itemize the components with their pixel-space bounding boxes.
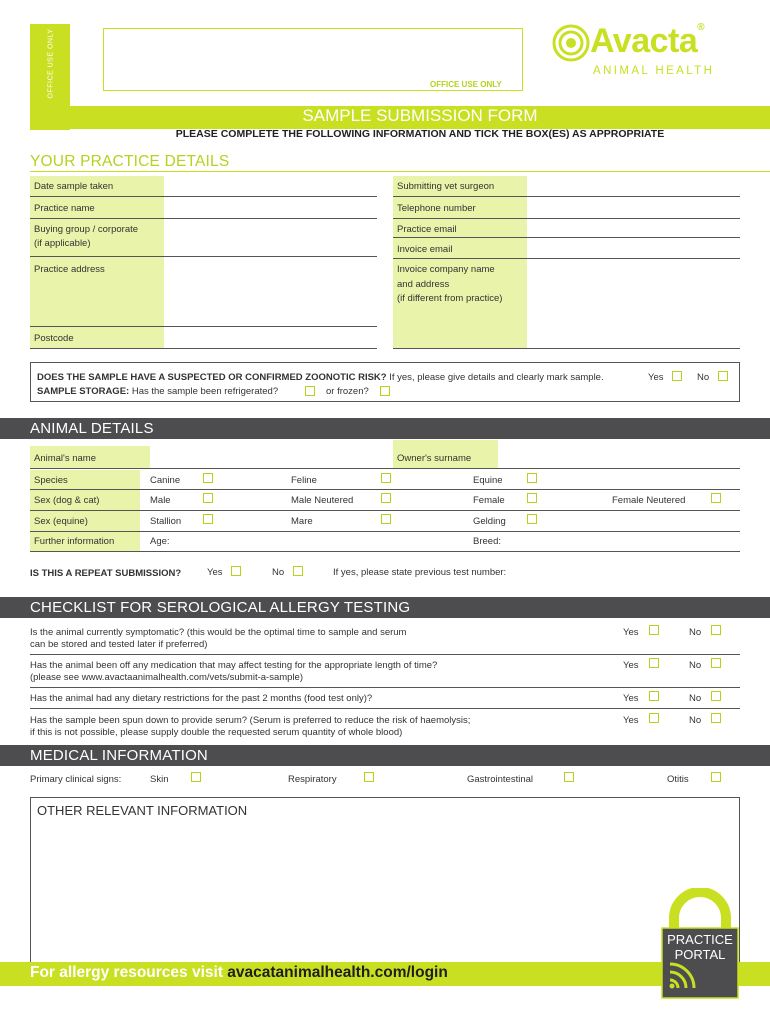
input-practice-name[interactable] [166, 199, 376, 217]
zoonotic-yes-checkbox[interactable] [672, 371, 682, 381]
label-canine: Canine [150, 475, 181, 486]
other-info-box[interactable] [30, 797, 740, 963]
canine-checkbox[interactable] [203, 473, 213, 483]
label-feline: Feline [291, 475, 317, 486]
equine-checkbox[interactable] [527, 473, 537, 483]
label-owner-surname: Owner's surname [397, 453, 472, 464]
label-practice-address: Practice address [34, 264, 105, 275]
label-species: Species [34, 475, 68, 486]
mare-checkbox[interactable] [381, 514, 391, 524]
checklist-q4-line1: Has the sample been spun down to provide serum? (Serum is preferred to reduce the risk of haemolysis; [30, 715, 471, 726]
avacta-logo-icon [552, 24, 590, 62]
practice-section-title: YOUR PRACTICE DETAILS [30, 153, 230, 170]
female-neutered-checkbox[interactable] [711, 493, 721, 503]
label-vet-surgeon: Submitting vet surgeon [397, 181, 495, 192]
checklist-q1-yes-label: Yes [623, 627, 639, 638]
portal-label-2: PORTAL [674, 947, 726, 962]
medical-section-title: MEDICAL INFORMATION [30, 747, 208, 764]
label-skin: Skin [150, 774, 169, 785]
checklist-q4-line2: if this is not possible, please supply double the requested serum quantity of whole blood) [30, 727, 403, 738]
repeat-yes-checkbox[interactable] [231, 566, 241, 576]
label-male: Male [150, 495, 171, 506]
stallion-checkbox[interactable] [203, 514, 213, 524]
repeat-no-checkbox[interactable] [293, 566, 303, 576]
label-invoice-email: Invoice email [397, 244, 453, 255]
zoonotic-yes-label: Yes [648, 372, 664, 383]
practice-right-label-col [393, 176, 527, 348]
practice-left-label-col [30, 176, 164, 348]
label-further-info: Further information [34, 536, 115, 547]
male-neutered-checkbox[interactable] [381, 493, 391, 503]
portal-label-1: PRACTICE [667, 932, 733, 947]
footer-url[interactable]: avacatanimalhealth.com/login [227, 964, 448, 981]
office-use-vertical-label: OFFICE USE ONLY [47, 28, 55, 99]
zoonotic-question [37, 372, 604, 383]
storage-question [37, 386, 278, 397]
female-checkbox[interactable] [527, 493, 537, 503]
checklist-q2-line2: (please see www.avactaanimalhealth.com/vets/submit-a-sample) [30, 672, 303, 683]
label-telephone: Telephone number [397, 203, 476, 214]
gastrointestinal-checkbox[interactable] [564, 772, 574, 782]
label-date-taken: Date sample taken [34, 181, 114, 192]
storage-question-rest: Has the sample been refrigerated? [129, 386, 279, 397]
brand-sub: ANIMAL HEALTH [593, 65, 715, 77]
zoonotic-question-rest: If yes, please give details and clearly mark sample. [386, 372, 604, 383]
checklist-q3-yes-label: Yes [623, 693, 639, 704]
frozen-checkbox[interactable] [380, 386, 390, 396]
label-female: Female [473, 495, 505, 506]
input-date-taken[interactable] [166, 177, 376, 195]
label-gastrointestinal: Gastrointestinal [467, 774, 534, 785]
label-male-neutered: Male Neutered [291, 495, 354, 506]
frozen-label: or frozen? [326, 386, 369, 397]
zoonotic-no-checkbox[interactable] [718, 371, 728, 381]
checklist-q3: Has the animal had any dietary restrictions for the past 2 months (food test only)? [30, 693, 373, 704]
storage-question-bold: SAMPLE STORAGE: [37, 386, 130, 397]
checklist-q3-yes-checkbox[interactable] [649, 691, 659, 701]
checklist-q2-yes-checkbox[interactable] [649, 658, 659, 668]
repeat-question: IS THIS A REPEAT SUBMISSION? [30, 568, 182, 579]
animal-section-title: ANIMAL DETAILS [30, 420, 154, 437]
checklist-q1-no-label: No [689, 627, 702, 638]
checklist-q4-yes-checkbox[interactable] [649, 713, 659, 723]
label-animal-name: Animal's name [34, 453, 97, 464]
brand-name-text: Avacta [590, 22, 698, 60]
form-title: SAMPLE SUBMISSION FORM [302, 106, 538, 125]
label-otitis: Otitis [667, 774, 689, 785]
label-invoice-company-2: and address [397, 279, 450, 290]
footer-text [30, 964, 448, 982]
male-checkbox[interactable] [203, 493, 213, 503]
repeat-yes-label: Yes [207, 567, 223, 578]
feline-checkbox[interactable] [381, 473, 391, 483]
checklist-q1-no-checkbox[interactable] [711, 625, 721, 635]
footer-prefix: For allergy resources visit [30, 964, 228, 981]
label-age: Age: [150, 536, 170, 547]
checklist-q4-no-label: No [689, 715, 702, 726]
label-clinical-signs: Primary clinical signs: [30, 774, 122, 785]
label-respiratory: Respiratory [288, 774, 337, 785]
label-sex-dog-cat: Sex (dog & cat) [34, 495, 100, 506]
label-gelding: Gelding [473, 516, 506, 527]
other-info-title: OTHER RELEVANT INFORMATION [37, 803, 248, 818]
repeat-note: If yes, please state previous test number: [333, 567, 507, 578]
label-sex-equine: Sex (equine) [34, 516, 88, 527]
label-invoice-company-3: (if different from practice) [397, 293, 503, 304]
respiratory-checkbox[interactable] [364, 772, 374, 782]
repeat-no-label: No [272, 567, 285, 578]
label-breed: Breed: [473, 536, 501, 547]
zoonotic-question-bold: DOES THE SAMPLE HAVE A SUSPECTED OR CONFIRMED ZOONOTIC RISK? [37, 372, 387, 383]
label-invoice-company-1: Invoice company name [397, 264, 495, 275]
checklist-q3-no-label: No [689, 693, 702, 704]
label-practice-name: Practice name [34, 203, 95, 214]
brand-name [590, 22, 704, 61]
checklist-q1-yes-checkbox[interactable] [649, 625, 659, 635]
checklist-section-title: CHECKLIST FOR SEROLOGICAL ALLERGY TESTING [30, 599, 411, 616]
office-use-box-label: OFFICE USE ONLY [430, 80, 502, 89]
label-practice-email: Practice email [397, 224, 457, 235]
label-mare: Mare [291, 516, 313, 527]
label-stallion: Stallion [150, 516, 182, 527]
checklist-q4-yes-label: Yes [623, 715, 639, 726]
checklist-q2-no-checkbox[interactable] [711, 658, 721, 668]
gelding-checkbox[interactable] [527, 514, 537, 524]
label-buying-group: Buying group / corporate [34, 224, 139, 235]
label-female-neutered: Female Neutered [612, 495, 686, 506]
checklist-q2-line1: Has the animal been off any medication that may affect testing for the appropriate length of time? [30, 660, 438, 671]
otitis-checkbox[interactable] [711, 772, 721, 782]
label-postcode: Postcode [34, 333, 74, 344]
zoonotic-no-label: No [697, 372, 710, 383]
instructions: PLEASE COMPLETE THE FOLLOWING INFORMATION AND TICK THE BOX(ES) AS APPROPRIATE [175, 128, 665, 140]
refrigerated-checkbox[interactable] [305, 386, 315, 396]
checklist-q1-line2: can be stored and tested later if preferred) [30, 639, 208, 650]
checklist-q4-no-checkbox[interactable] [711, 713, 721, 723]
checklist-q3-no-checkbox[interactable] [711, 691, 721, 701]
label-buying-group-note: (if applicable) [34, 238, 91, 249]
checklist-q1-line1: Is the animal currently symptomatic? (this would be the optimal time to sample and serum [30, 627, 407, 638]
brand-reg: ® [697, 22, 705, 33]
skin-checkbox[interactable] [191, 772, 201, 782]
label-equine: Equine [473, 475, 503, 486]
checklist-q2-no-label: No [689, 660, 702, 671]
checklist-q2-yes-label: Yes [623, 660, 639, 671]
